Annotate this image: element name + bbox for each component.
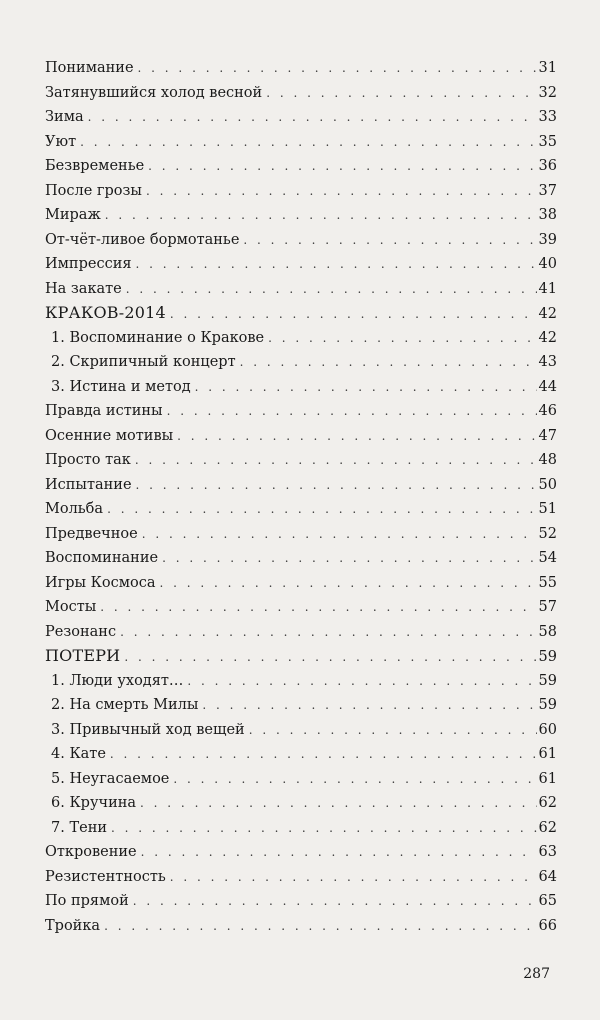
toc-entry-title: После грозы <box>45 182 142 199</box>
toc-entry-title: Затянувшийся холод весной <box>45 84 263 101</box>
toc-entry-page: 41 <box>538 280 557 297</box>
toc-dot-leader <box>110 742 537 767</box>
toc-entry-title: Мольба <box>45 501 104 517</box>
toc-entry-page: 55 <box>538 574 557 591</box>
toc-entry-page: 59 <box>538 649 557 665</box>
toc-entry-page: 60 <box>538 721 557 738</box>
toc-dot-leader <box>135 448 537 473</box>
toc-sub-entry <box>45 791 557 816</box>
toc-entry-page: 44 <box>538 378 557 395</box>
toc-dot-leader <box>249 718 537 743</box>
toc-entry-page: 54 <box>538 550 557 566</box>
toc-entry-page: 52 <box>538 525 557 542</box>
toc-dot-leader <box>268 326 536 351</box>
toc-entry <box>45 252 557 277</box>
toc-dot-leader <box>170 302 537 327</box>
toc-dot-leader <box>167 399 537 424</box>
toc-dot-leader <box>266 81 536 106</box>
toc-dot-leader <box>140 791 537 816</box>
toc-entry <box>45 179 557 204</box>
toc-entry <box>45 620 557 645</box>
toc-entry-title: 2. На смерть Милы <box>51 697 199 713</box>
toc-dot-leader <box>120 620 536 645</box>
toc-entry-page: 48 <box>538 452 557 468</box>
toc-entry <box>45 105 557 130</box>
toc-entry-title: По прямой <box>45 893 129 909</box>
toc-entry <box>45 571 557 596</box>
toc-entry <box>45 424 557 449</box>
toc-dot-leader <box>88 105 537 130</box>
toc-entry-page: 50 <box>538 476 557 493</box>
toc-entry-page: 39 <box>538 231 557 248</box>
toc-sub-entry <box>45 693 557 718</box>
toc-entry-title: 6. Кручина <box>51 795 137 811</box>
toc-entry-page: 63 <box>538 844 557 860</box>
toc-entry <box>45 914 557 939</box>
toc-sub-entry <box>45 718 557 743</box>
toc-entry-title: Испытание <box>45 476 132 493</box>
toc-entry <box>45 56 557 81</box>
toc-dot-leader <box>111 816 537 841</box>
toc-entry <box>45 399 557 424</box>
toc-dot-leader <box>136 252 537 277</box>
toc-entry-page: 66 <box>538 917 557 934</box>
toc-entry-title: Правда истины <box>45 403 163 419</box>
toc-entry-title: 1. Люди уходят… <box>51 672 184 689</box>
toc-sub-entry <box>45 816 557 841</box>
toc-entry-title: 1. Воспоминание о Кракове <box>51 329 265 346</box>
toc-entry-title: 4. Кате <box>51 746 106 762</box>
page-number: 287 <box>523 966 550 982</box>
toc-entry-page: 61 <box>538 770 557 787</box>
toc-entry-page: 40 <box>538 256 557 272</box>
toc-entry-page: 62 <box>538 795 557 811</box>
toc-entry-title: 3. Привычный ход вещей <box>51 721 245 738</box>
toc-entry-page: 36 <box>538 158 557 174</box>
toc-entry-page: 37 <box>538 182 557 199</box>
toc-entry <box>45 448 557 473</box>
toc-entry-title: Воспоминание <box>45 550 159 566</box>
toc-entry <box>45 81 557 106</box>
toc-entry-page: 61 <box>538 746 557 762</box>
toc-entry-page: 64 <box>538 868 557 885</box>
toc-sub-entry <box>45 742 557 767</box>
toc-entry-title: От-чёт-ливое бормотанье <box>45 231 240 248</box>
toc-dot-leader <box>148 154 536 179</box>
toc-entry-title: Мираж <box>45 207 101 223</box>
toc-entry-title: На закате <box>45 280 122 297</box>
toc-entry-page: 65 <box>538 893 557 909</box>
toc-entry-page: 51 <box>538 501 557 517</box>
toc-entry-title: Понимание <box>45 60 134 76</box>
toc-entry <box>45 522 557 547</box>
toc-entry-page: 47 <box>538 427 557 444</box>
toc-entry-title: Резонанс <box>45 623 117 640</box>
toc-entry-title: Предвечное <box>45 525 138 542</box>
toc-entry-page: 59 <box>538 672 557 689</box>
toc-dot-leader <box>104 914 536 939</box>
toc-section-title: КРАКОВ-2014 <box>45 303 166 322</box>
toc-entry-title: Откровение <box>45 844 137 860</box>
toc-entry-title: 3. Истина и метод <box>51 378 191 395</box>
toc-entry-page: 58 <box>538 623 557 640</box>
toc-entry-title: Игры Космоса <box>45 574 156 591</box>
toc-entry-title: Тройка <box>45 917 101 934</box>
toc-entry <box>45 130 557 155</box>
toc-sub-entry <box>45 326 557 351</box>
toc-dot-leader <box>240 350 537 375</box>
toc-dot-leader <box>141 840 537 865</box>
toc-entry-page: 59 <box>538 697 557 713</box>
toc-entry <box>45 546 557 571</box>
toc-entry-title: Просто так <box>45 452 131 468</box>
toc-sub-entry <box>45 767 557 792</box>
toc-entry <box>45 203 557 228</box>
toc-entry <box>45 473 557 498</box>
toc-sub-entry <box>45 350 557 375</box>
toc-entry-page: 42 <box>538 306 557 322</box>
toc-entry-title: 5. Неугасаемое <box>51 770 170 787</box>
toc-dot-leader <box>124 645 536 670</box>
toc-dot-leader <box>202 693 536 718</box>
toc-dot-leader <box>195 375 537 400</box>
toc-dot-leader <box>187 669 536 694</box>
toc-entry <box>45 277 557 302</box>
toc-entry-title: Резистентность <box>45 868 166 885</box>
toc-dot-leader <box>243 228 536 253</box>
toc-entry-page: 46 <box>538 403 557 419</box>
toc-entry-title: 7. Тени <box>51 819 108 836</box>
toc-entry-title: Осенние мотивы <box>45 427 174 444</box>
toc-entry-title: Мосты <box>45 599 97 615</box>
toc-entry <box>45 865 557 890</box>
toc-dot-leader <box>126 277 537 302</box>
toc-entry <box>45 595 557 620</box>
toc-sub-entry <box>45 375 557 400</box>
toc-entry <box>45 840 557 865</box>
toc-entry-page: 57 <box>538 599 557 615</box>
toc-entry-page: 42 <box>538 329 557 346</box>
toc-dot-leader <box>160 571 537 596</box>
toc-entry <box>45 154 557 179</box>
toc-sub-entry <box>45 669 557 694</box>
toc-entry <box>45 228 557 253</box>
toc-dot-leader <box>170 865 537 890</box>
toc-dot-leader <box>107 497 536 522</box>
toc-dot-leader <box>100 595 536 620</box>
toc-dot-leader <box>173 767 536 792</box>
toc-entry-title: Уют <box>45 133 77 150</box>
toc-entry-page: 43 <box>538 354 557 370</box>
toc-entry-page: 32 <box>538 84 557 101</box>
toc-entry-page: 62 <box>538 819 557 836</box>
toc-dot-leader <box>133 889 537 914</box>
toc-entry-title: Зима <box>45 109 84 125</box>
toc-dot-leader <box>142 522 537 547</box>
toc-entry-page: 38 <box>538 207 557 223</box>
toc-dot-leader <box>105 203 537 228</box>
toc-dot-leader <box>177 424 536 449</box>
toc-entry-page: 33 <box>538 109 557 125</box>
toc-dot-leader <box>136 473 537 498</box>
toc-section-title: ПОТЕРИ <box>45 646 121 665</box>
toc-entry <box>45 497 557 522</box>
toc-dot-leader <box>146 179 537 204</box>
toc-dot-leader <box>162 546 536 571</box>
toc-dot-leader <box>80 130 536 155</box>
toc-entry-page: 35 <box>538 133 557 150</box>
toc-entry-title: 2. Скрипичный концерт <box>51 354 236 370</box>
toc-section-heading <box>45 301 557 326</box>
toc-dot-leader <box>138 56 537 81</box>
table-of-contents <box>45 56 557 938</box>
toc-section-heading <box>45 644 557 669</box>
toc-entry-page: 31 <box>538 60 557 76</box>
toc-entry <box>45 889 557 914</box>
toc-entry-title: Импрессия <box>45 256 132 272</box>
toc-entry-title: Безвременье <box>45 158 145 174</box>
